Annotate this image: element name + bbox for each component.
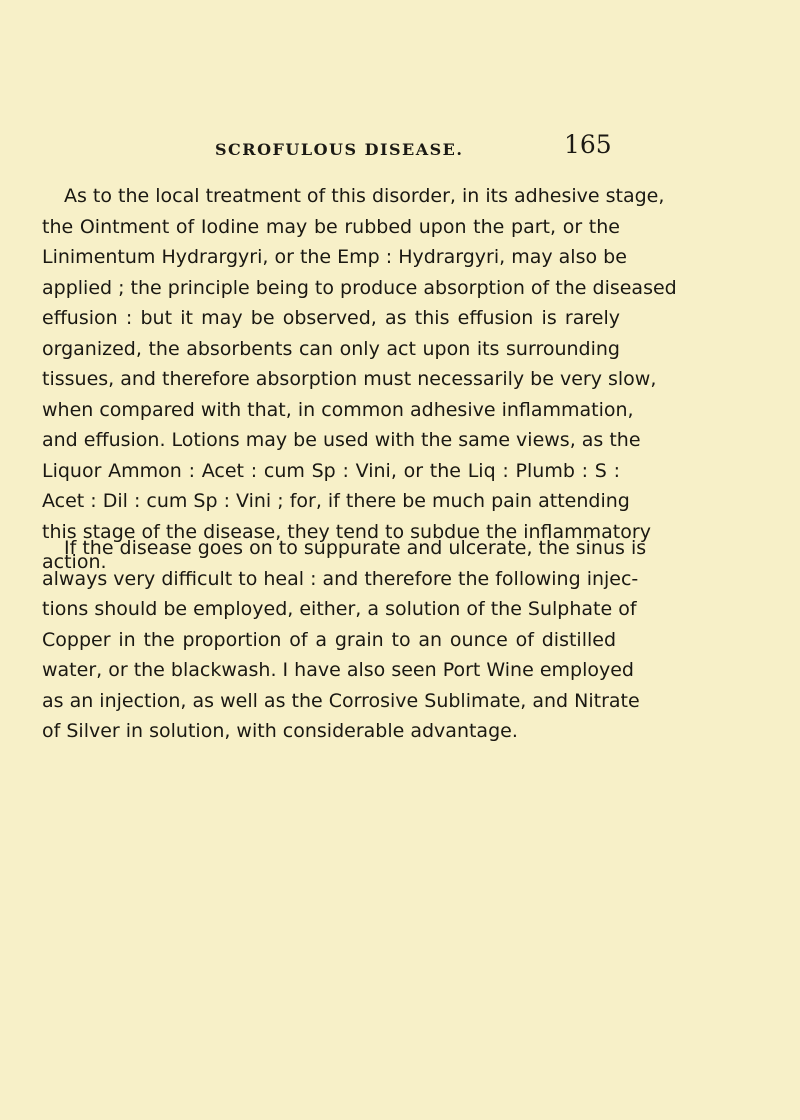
text-line: Liquor Ammon : Acet : cum Sp : Vini, or the Liq : Plumb : S :	[42, 459, 620, 482]
text-line: when compared with that, in common adhesive inflammation,	[42, 398, 634, 421]
text-line: Acet : Dil : cum Sp : Vini ; for, if there be much pain attending	[42, 490, 630, 512]
text-line: As to the local treatment of this disorder, in its adhesive stage,	[64, 185, 665, 207]
text-line: and effusion. Lotions may be used with the same views, as the	[42, 429, 641, 451]
text-line: the Ointment of Iodine may be rubbed upon the part, or the	[42, 215, 620, 238]
text-line: effusion : but it may be observed, as this effusion is rarely	[42, 307, 620, 329]
text-line: as an injection, as well as the Corrosive Sublimate, and Nitrate	[42, 689, 640, 712]
text-line: water, or the blackwash. I have also seen Port Wine employed	[42, 659, 634, 681]
page-number: 165	[564, 130, 612, 159]
text-line: this stage of the disease, they tend to subdue the inflammatory	[42, 520, 651, 543]
text-line: tissues, and therefore absorption must necessarily be very slow,	[42, 368, 657, 390]
text-line: Copper in the proportion of a grain to an ounce of distilled	[42, 628, 616, 651]
running-title: SCROFULOUS DISEASE.	[215, 140, 464, 159]
text-line: If the disease goes on to suppurate and ulcerate, the sinus is	[64, 537, 647, 559]
text-line: always very difficult to heal : and therefore the following injec-	[42, 567, 639, 590]
text-line: tions should be employed, either, a solution of the Sulphate of	[42, 598, 637, 620]
text-line: Linimentum Hydrargyri, or the Emp : Hydrargyri, may also be	[42, 246, 627, 268]
paragraph-local-treatment	[42, 181, 677, 578]
paragraph-suppuration	[42, 533, 647, 747]
text-line: action.	[42, 551, 107, 573]
text-line: applied ; the principle being to produce absorption of the diseased	[42, 276, 677, 299]
text-line: of Silver in solution, with considerable advantage.	[42, 720, 518, 742]
text-line: organized, the absorbents can only act upon its surrounding	[42, 337, 620, 360]
